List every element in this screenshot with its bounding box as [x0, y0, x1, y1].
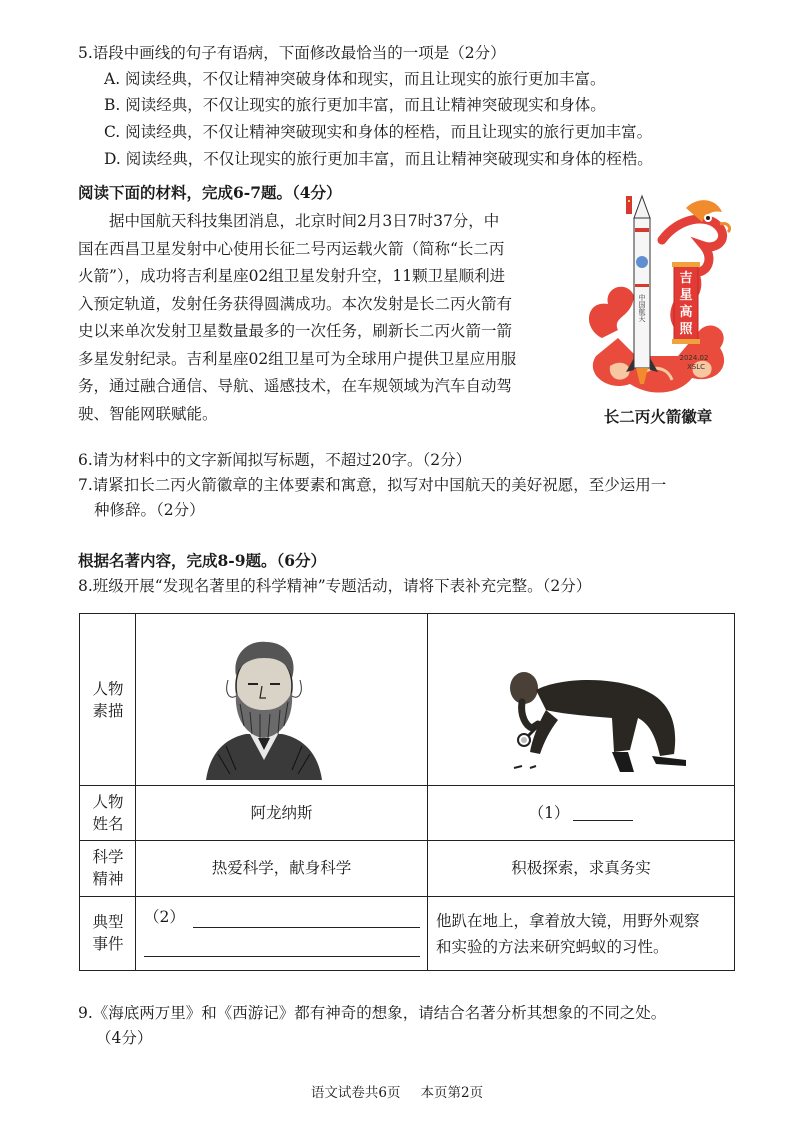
row-header-spirit — [80, 840, 135, 896]
q5-option-d: D. 阅读经典，不仅让现实的旅行更加丰富，而且让精神突破现实和身体的桎梏。 — [104, 150, 653, 168]
spirit-left: 热爱科学，献身科学 — [211, 859, 352, 877]
row-header-line: 姓名 — [92, 814, 124, 833]
event-right — [436, 908, 732, 960]
reading-heading: 阅读下面的材料，完成6-7题。（4分） — [78, 183, 342, 202]
blank-2-line[interactable] — [193, 911, 420, 928]
event-right-line: 他趴在地上，拿着放大镜，用野外观察 — [436, 912, 700, 930]
q5-option-b: B. 阅读经典，不仅让现实的旅行更加丰富，而且让精神突破现实和身体。 — [104, 96, 606, 114]
q9-line2: （4分） — [96, 1029, 153, 1047]
scroll-char: 照 — [679, 322, 693, 337]
reading-line: 国在西昌卫星发射中心使用长征二号丙运载火箭（简称“长二丙 — [78, 239, 505, 258]
row-header-event — [80, 896, 135, 970]
row-header-line: 典型 — [92, 913, 124, 931]
reading-line: 入预定轨道，发射任务获得圆满成功。本次发射是长二丙火箭有 — [78, 294, 513, 313]
q6-text: 6.请为材料中的文字新闻拟写标题，不超过20字。（2分） — [78, 451, 472, 469]
reading-line: 据中国航天科技集团消息，北京时间2月3日7时37分，中 — [109, 212, 500, 230]
row-header-name — [80, 785, 135, 840]
q9-line1: 9.《海底两万里》和《西游记》都有神奇的想象，请结合名著分析其想象的不同之处。 — [78, 1004, 667, 1022]
page-footer — [0, 1084, 794, 1102]
blank-1-label: （1） — [528, 803, 570, 822]
q7-line2: 种修辞。（2分） — [94, 501, 205, 519]
blank-1-line[interactable] — [573, 804, 633, 821]
scroll-char: 吉 — [679, 271, 693, 286]
emblem-caption: 长二丙火箭徽章 — [603, 407, 713, 426]
row-header-line: 科学 — [92, 848, 124, 866]
reading-line: 史以来单次发射卫星数量最多的一次任务，刷新长二丙火箭一箭 — [78, 322, 513, 340]
row-header-line: 人物 — [92, 679, 124, 698]
classics-heading: 根据名著内容，完成8-9题。（6分） — [78, 551, 327, 570]
footer-current-page: 本页第2页 — [420, 1085, 484, 1101]
q5-option-a: A. 阅读经典，不仅让精神突破身体和现实，而且让现实的旅行更加丰富。 — [104, 70, 606, 88]
blank-2-label: （2） — [144, 908, 185, 926]
row-header-line: 精神 — [92, 870, 124, 888]
emblem-date: 2024.02 — [679, 354, 709, 362]
rocket-label: 中国航天 — [638, 294, 646, 322]
name-blank-1[interactable] — [428, 785, 734, 840]
q5-stem: 5.语段中画线的句子有语病，下面修改最恰当的一项是（2分） — [78, 44, 506, 62]
rocket-emblem-image — [582, 188, 734, 402]
science-spirit-table — [79, 613, 735, 971]
event-blank-2[interactable] — [144, 906, 420, 957]
reading-line: 务，通过融合通信、导航、遥感技术，在车规领域为汽车自动驾 — [78, 377, 513, 395]
scroll-char: 星 — [679, 288, 693, 303]
row-header-sketch — [80, 614, 135, 785]
reading-line: 火箭”），成功将吉利星座02组卫星发射升空，11颗卫星顺利进 — [78, 267, 506, 285]
emblem-code: XSLC — [686, 363, 706, 371]
q5-option-c: C. 阅读经典，不仅让精神突破现实和身体的桎梏，而且让现实的旅行更加丰富。 — [104, 123, 653, 141]
footer-total-pages: 语文试卷共6页 — [310, 1085, 401, 1101]
scroll-char: 高 — [679, 305, 693, 320]
table-divider — [80, 896, 734, 897]
aronnax-portrait-image — [200, 634, 328, 780]
name-aronnax: 阿龙纳斯 — [250, 803, 313, 822]
reading-line: 多星发射纪录。吉利星座02组卫星可为全球用户提供卫星应用服 — [78, 349, 517, 368]
event-right-line: 和实验的方法来研究蚂蚁的习性。 — [436, 938, 669, 956]
reading-paragraph — [78, 208, 570, 428]
reading-line: 驶、智能网联赋能。 — [78, 404, 218, 423]
blank-2-line-2[interactable] — [144, 934, 420, 957]
fabre-observing-ants-image — [502, 654, 698, 778]
q8-text: 8.班级开展“发现名著里的科学精神”专题活动，请将下表补充完整。（2分） — [78, 577, 592, 595]
row-header-line: 事件 — [92, 935, 124, 953]
spirit-right: 积极探索，求真务实 — [511, 859, 651, 877]
q7-line1: 7.请紧扣长二丙火箭徽章的主体要素和寓意，拟写对中国航天的美好祝愿，至少运用一 — [78, 476, 667, 494]
row-header-line: 人物 — [92, 792, 124, 811]
cloud-swirl-icon — [589, 287, 724, 393]
row-header-line: 素描 — [92, 701, 124, 720]
scroll-banner — [672, 262, 700, 344]
